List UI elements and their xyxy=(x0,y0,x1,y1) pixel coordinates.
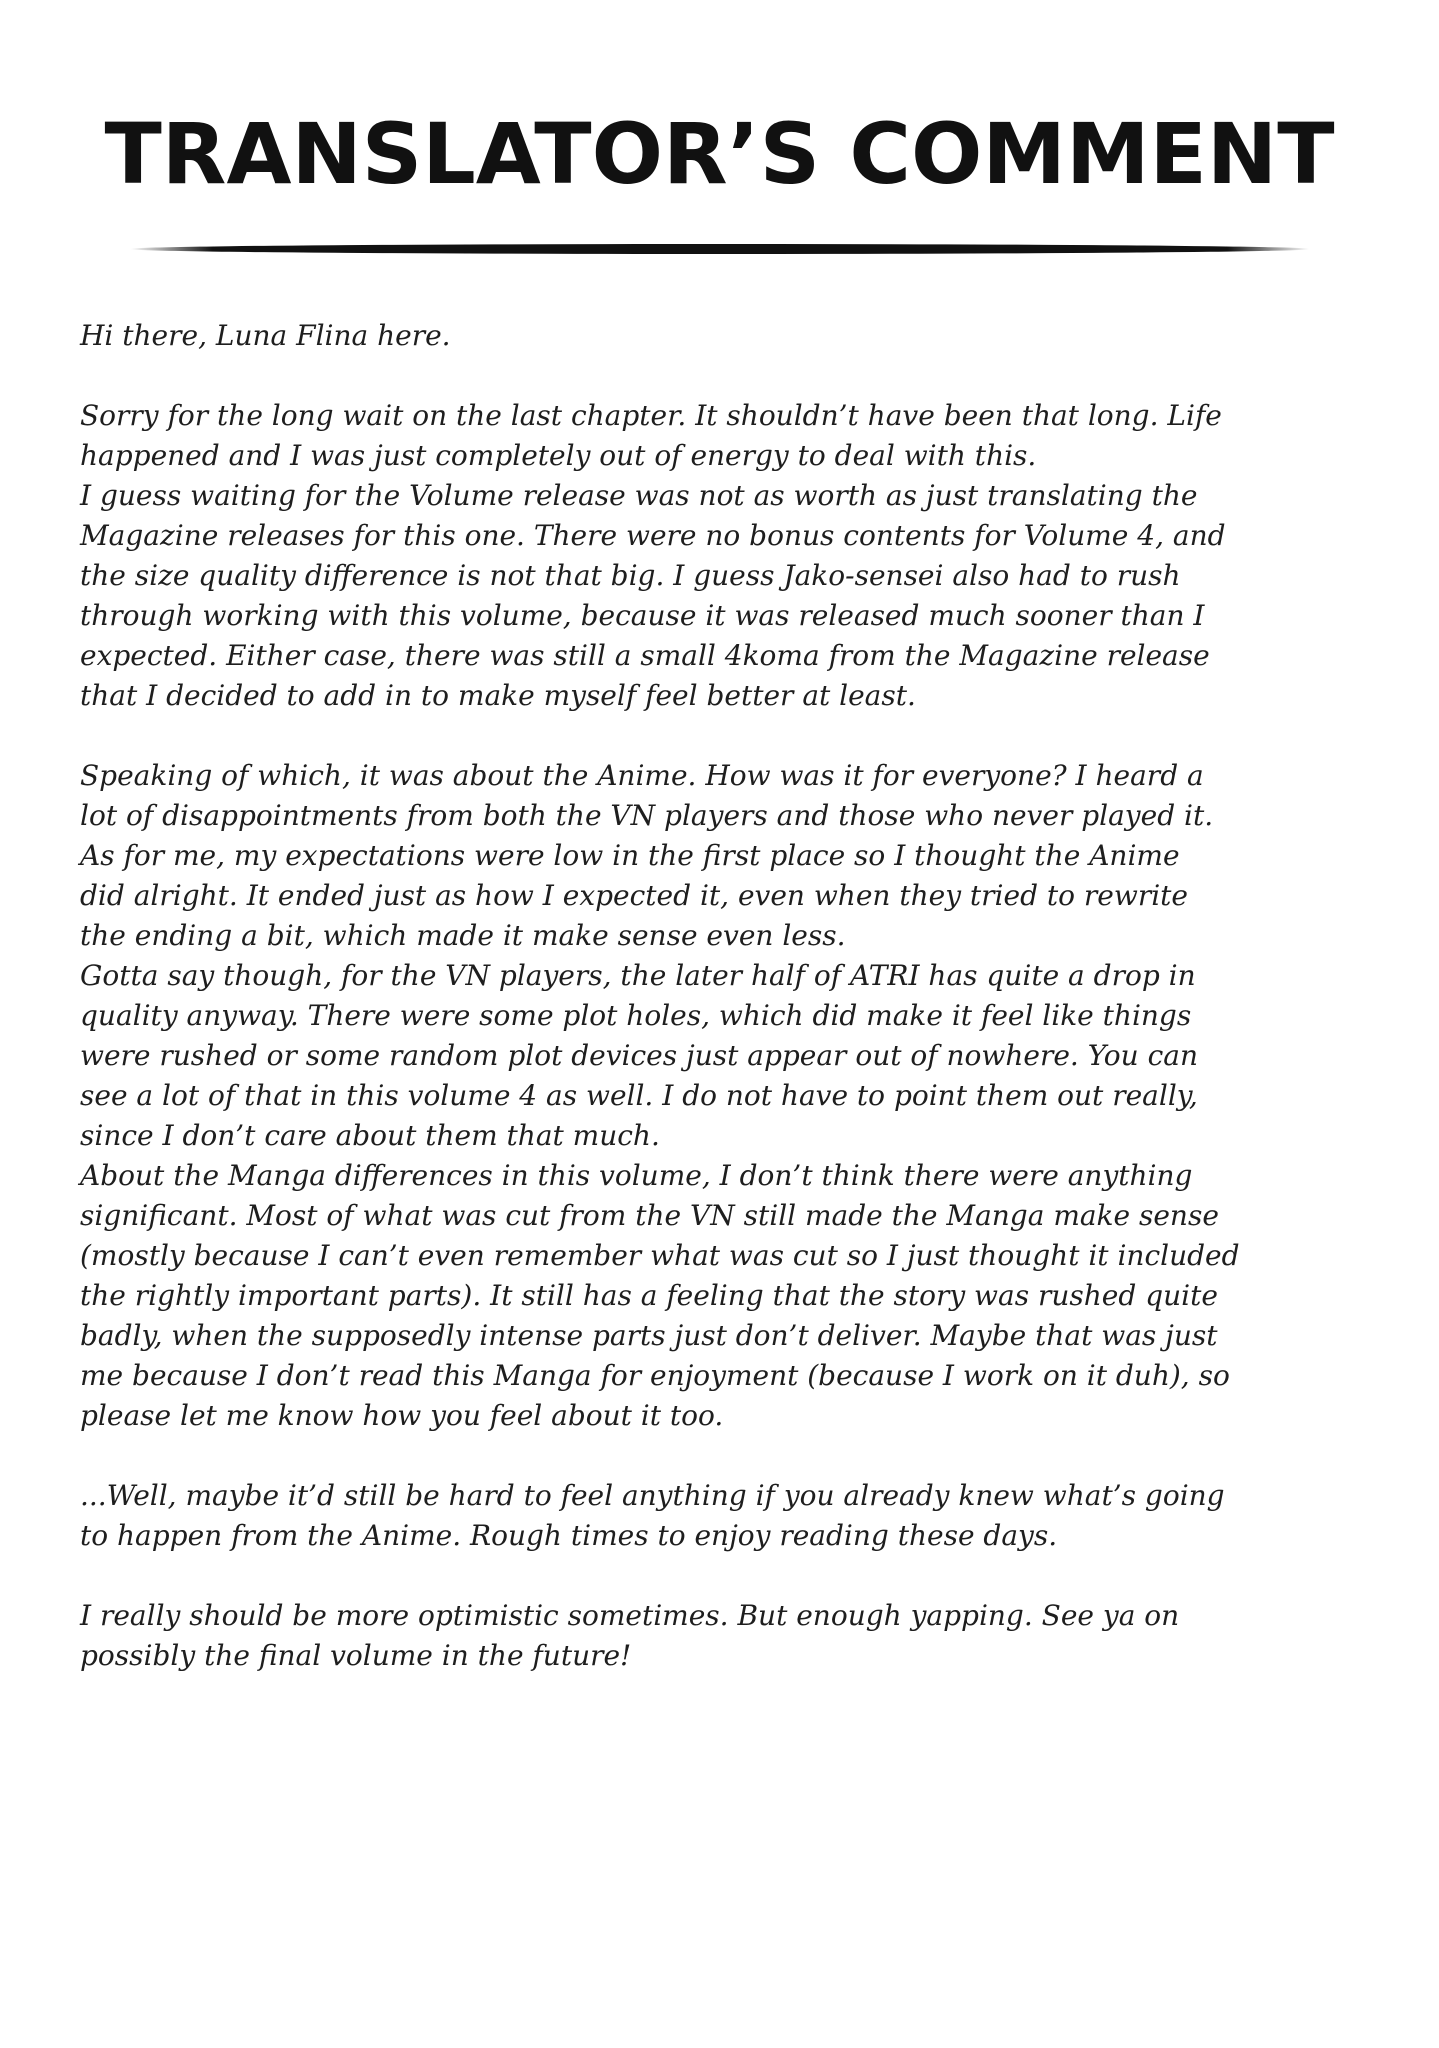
paragraph-gap xyxy=(80,1556,1320,1596)
text-line: please let me know how you feel about it too. xyxy=(80,1399,724,1432)
text-line: expected. Either case, there was still a small 4koma from the Magazine release xyxy=(80,639,1210,672)
text-line: that I decided to add in to make myself feel better at least. xyxy=(80,679,916,712)
text-line: I really should be more optimistic sometimes. But enough yapping. See ya on xyxy=(80,1599,1180,1632)
text-line: ...Well, maybe it’d still be hard to feel anything if you already knew what’s going xyxy=(80,1479,1225,1512)
page-title: TRANSLATOR’S COMMENT xyxy=(104,105,1335,203)
text-line: Speaking of which, it was about the Anime. How was it for everyone? I heard a xyxy=(80,759,1204,792)
text-line: were rushed or some random plot devices just appear out of nowhere. You can xyxy=(80,1039,1198,1072)
paragraph-gap xyxy=(80,1436,1320,1476)
text-line: Sorry for the long wait on the last chapter. It shouldn’t have been that long. Life xyxy=(80,399,1222,432)
text-line: Magazine releases for this one. There were no bonus contents for Volume 4, and xyxy=(80,519,1226,552)
text-line: since I don’t care about them that much. xyxy=(80,1119,660,1152)
text-line: through working with this volume, because it was released much sooner than I xyxy=(80,599,1205,632)
text-line: significant. Most of what was cut from the VN still made the Manga make sense xyxy=(80,1199,1219,1232)
text-line: badly, when the supposedly intense parts just don’t deliver. Maybe that was just xyxy=(80,1319,1218,1352)
text-line: Hi there, Luna Flina here. xyxy=(80,319,451,352)
paragraph-gap xyxy=(80,356,1320,396)
comment-body xyxy=(80,316,1320,1676)
text-line: lot of disappointments from both the VN players and those who never played it. xyxy=(80,799,1214,832)
text-line: happened and I was just completely out of energy to deal with this. xyxy=(80,439,1037,472)
text-line: About the Manga differences in this volume, I don’t think there were anything xyxy=(80,1159,1193,1192)
text-line: quality anyway. There were some plot holes, which did make it feel like things xyxy=(80,999,1192,1032)
text-line: I guess waiting for the Volume release was not as worth as just translating the xyxy=(80,479,1198,512)
paragraph-gap xyxy=(80,716,1320,756)
text-line: possibly the final volume in the future! xyxy=(80,1639,632,1672)
text-line: the rightly important parts). It still has a feeling that the story was rushed quite xyxy=(80,1279,1218,1312)
text-line: As for me, my expectations were low in the first place so I thought the Anime xyxy=(80,839,1180,872)
text-line: me because I don’t read this Manga for enjoyment (because I work on it duh), so xyxy=(80,1359,1230,1392)
text-line: the ending a bit, which made it make sense even less. xyxy=(80,919,846,952)
text-line: did alright. It ended just as how I expected it, even when they tried to rewrite xyxy=(80,879,1188,912)
title-divider xyxy=(130,244,1310,254)
text-line: see a lot of that in this volume 4 as well. I do not have to point them out really, xyxy=(80,1079,1198,1112)
text-line: to happen from the Anime. Rough times to enjoy reading these days. xyxy=(80,1519,1058,1552)
text-line: (mostly because I can’t even remember what was cut so I just thought it included xyxy=(80,1239,1240,1272)
text-line: Gotta say though, for the VN players, the later half of ATRI has quite a drop in xyxy=(80,959,1196,992)
text-line: the size quality difference is not that big. I guess Jako-sensei also had to rush xyxy=(80,559,1181,592)
